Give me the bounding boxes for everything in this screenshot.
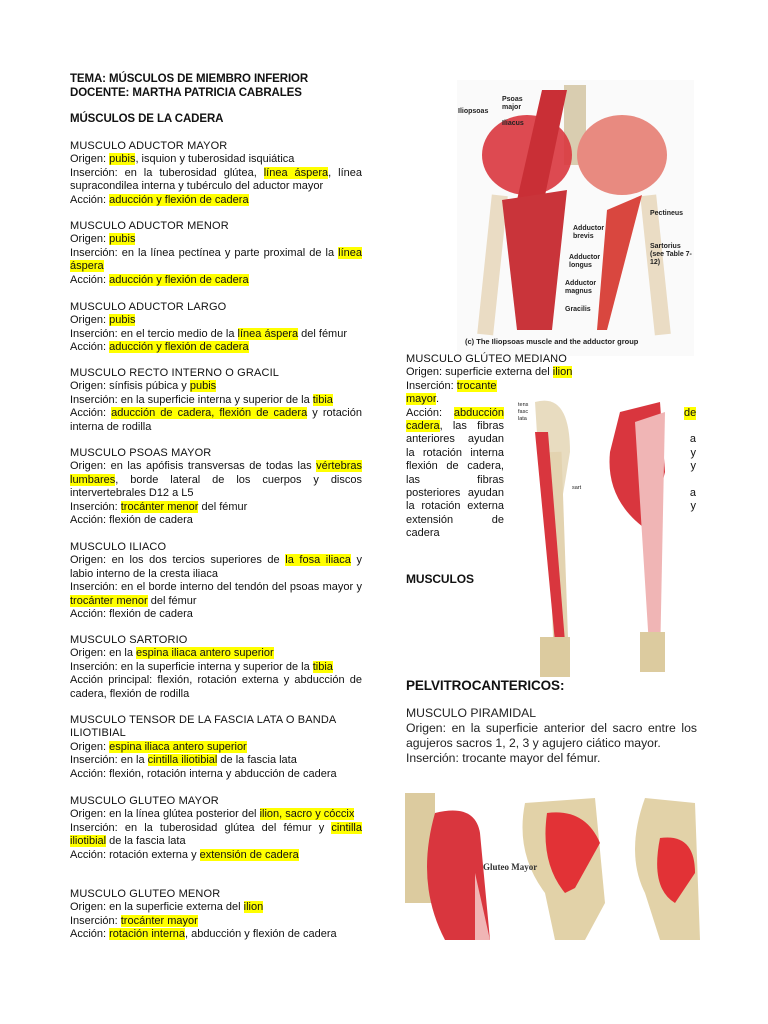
label-sartorius-small: sart xyxy=(572,485,582,491)
text-segment: Inserción: en la tuberosidad glútea del fémur y xyxy=(70,821,332,834)
highlighted-term: trocánter menor xyxy=(120,500,199,513)
muscle-title: MUSCULO ADUCTOR MENOR xyxy=(70,220,229,232)
text-segment: Inserción: en la superficie interna y superior de la xyxy=(70,393,313,406)
muscle-detail-line xyxy=(70,849,362,862)
insertion-text: Inserción: trocante mayor del fémur. xyxy=(406,751,601,765)
highlighted-term: la fosa iliaca xyxy=(285,554,351,567)
highlighted-term: rotación interna xyxy=(109,928,185,941)
muscle-detail-line xyxy=(70,661,362,674)
text-segment: Inserción: en la tuberosidad glútea, xyxy=(70,166,264,179)
text-line: flexión de cadera, xyxy=(406,460,504,473)
text-segment: Origen: en las apófisis transversas de todas las xyxy=(70,460,317,473)
highlighted-term: espina iliaca antero superior xyxy=(109,740,247,753)
text-segment: del fémur xyxy=(147,594,197,607)
highlighted-term: línea áspera xyxy=(70,246,362,273)
text-line-end: y xyxy=(690,446,696,459)
section-title: MÚSCULOS DE LA CADERA xyxy=(70,113,224,125)
text-segment: Acción: rotación externa y xyxy=(70,848,200,861)
muscle-block xyxy=(70,447,362,527)
text-segment: Inserción: en la xyxy=(70,754,148,767)
gluteo-mediano-block xyxy=(406,353,696,541)
text-segment: y labio interno de la cresta iliaca xyxy=(70,554,362,580)
label-tensor-fascia-lata: tens fasc lata xyxy=(518,402,529,422)
muscle-title: MUSCULO ILIACO xyxy=(70,541,167,553)
label-adductor-brevis: Adductor brevis xyxy=(573,225,605,240)
origin-text: Origen: superficie externa del xyxy=(406,366,553,379)
period: . xyxy=(435,393,440,406)
text-segment: Inserción: xyxy=(70,914,121,927)
muscle-detail-line xyxy=(70,167,362,194)
text-segment: Origen: xyxy=(70,233,110,246)
highlighted-term: tibia xyxy=(312,393,333,406)
figure-caption: (c) The Iliopsoas muscle and the adductor group xyxy=(465,337,639,346)
muscle-title: MUSCULO PSOAS MAYOR xyxy=(70,447,212,459)
text-segment: Acción: xyxy=(70,273,110,286)
text-segment: Inserción: en la superficie interna y superior de la xyxy=(70,660,313,673)
text-line: , las fibras xyxy=(439,420,504,433)
muscle-detail-line xyxy=(70,274,362,287)
highlighted-term: vértebras lumbares xyxy=(70,460,362,486)
muscle-block xyxy=(70,888,362,942)
label-psoas-major: Psoas major xyxy=(502,96,523,111)
text-line: cadera xyxy=(406,527,440,540)
label-pectineus: Pectineus xyxy=(650,210,684,217)
highlighted-term: tibia xyxy=(312,660,333,673)
text-segment: Acción: xyxy=(70,193,110,206)
muscle-detail-line xyxy=(70,314,362,327)
text-line: extensión de xyxy=(406,513,504,526)
muscle-detail-line xyxy=(70,460,362,500)
muscle-title: MUSCULO SARTORIO xyxy=(70,634,188,646)
text-line: la rotación externa xyxy=(406,500,504,513)
text-segment: Origen: en la línea glútea posterior del xyxy=(70,808,260,821)
text-line: posteriores ayudan xyxy=(406,487,504,500)
muscle-detail-line xyxy=(70,741,362,754)
muscle-detail-line xyxy=(70,407,362,434)
muscle-detail-line xyxy=(70,808,362,821)
highlighted-term: extensión de cadera xyxy=(199,848,299,861)
muscle-detail-line xyxy=(70,514,362,527)
text-segment: Acción: xyxy=(70,928,110,941)
text-segment: del fémur xyxy=(198,500,248,513)
musculos-heading: MUSCULOS xyxy=(406,572,474,586)
highlighted-term: trocánter mayor xyxy=(120,914,198,927)
muscle-detail-line xyxy=(70,915,362,928)
muscle-title: MUSCULO GLUTEO MENOR xyxy=(70,888,221,900)
highlighted-term: pubis xyxy=(109,153,136,166)
label-adductor-magnus: Adductor magnus xyxy=(565,280,597,295)
muscle-block xyxy=(70,140,362,207)
text-segment: Acción: flexión, rotación interna y abducción de cadera xyxy=(70,767,337,780)
highlight: de xyxy=(684,406,697,419)
muscle-detail-line xyxy=(70,901,362,914)
highlight: trocante xyxy=(456,379,497,392)
muscle-detail-line xyxy=(70,153,362,166)
highlighted-term: aducción de cadera, flexión de cadera xyxy=(111,407,308,420)
text-segment: Acción: flexión de cadera xyxy=(70,514,193,527)
highlighted-term: ilion xyxy=(243,901,264,914)
highlight: cadera xyxy=(406,420,440,433)
doc-topic: TEMA: MÚSCULOS DE MIEMBRO INFERIOR xyxy=(70,73,309,85)
muscle-detail-line xyxy=(70,233,362,246)
muscle-detail-line xyxy=(70,380,362,393)
iliopsoas-adductor-figure xyxy=(457,80,694,356)
muscle-title: MUSCULO GLUTEO MAYOR xyxy=(70,795,219,807)
muscle-block xyxy=(70,634,362,701)
muscle-detail-line xyxy=(70,581,362,608)
text-segment: , isquion y tuberosidad isquiática xyxy=(135,153,295,166)
text-segment: Origen: xyxy=(70,740,110,753)
highlighted-term: aducción y flexión de cadera xyxy=(109,273,249,286)
muscle-detail-line xyxy=(70,822,362,849)
label-gracilis: Gracilis xyxy=(565,306,591,313)
muscle-title: MUSCULO PIRAMIDAL xyxy=(406,706,537,720)
muscle-title: MUSCULO RECTO INTERNO O GRACIL xyxy=(70,367,280,379)
highlighted-term: aducción y flexión de cadera xyxy=(109,193,249,206)
muscle-block xyxy=(70,714,362,781)
muscle-detail-line xyxy=(70,647,362,660)
highlight: ilion xyxy=(552,366,573,379)
text-segment: de la fascia lata xyxy=(217,754,297,767)
muscle-detail-line xyxy=(70,501,362,514)
muscle-detail-line xyxy=(70,674,362,701)
pelvitrocantericos-heading: PELVITROCANTERICOS: xyxy=(406,678,565,693)
text-segment: , abducción y flexión de cadera xyxy=(184,928,337,941)
highlighted-term: espina iliaca antero superior xyxy=(136,647,274,660)
text-line: la rotación interna xyxy=(406,446,504,459)
piramidal-block xyxy=(406,706,697,766)
muscle-detail-line xyxy=(70,608,362,621)
text-segment: y rotación interna de rodilla xyxy=(70,407,362,433)
muscle-detail-line xyxy=(70,194,362,207)
text-segment: Inserción: en la línea pectínea y parte proximal de la xyxy=(70,246,339,259)
muscle-title: MUSCULO TENSOR DE LA FASCIA LATA O BANDA ILIOTIBIAL xyxy=(70,714,336,740)
highlighted-term: línea áspera xyxy=(263,166,329,179)
label-iliacus: Iliacus xyxy=(502,120,524,127)
gluteal-muscles-figure xyxy=(405,793,700,940)
muscle-detail-line xyxy=(70,394,362,407)
highlighted-term: línea áspera xyxy=(237,327,299,340)
muscle-block xyxy=(70,220,362,287)
highlighted-term: aducción y flexión de cadera xyxy=(109,341,249,354)
label-adductor-longus: Adductor longus xyxy=(569,254,601,269)
origin-text: Origen: en la superficie anterior del sacro entre los agujeros sacros 1, 2, 3 y agujero ciático mayor. xyxy=(406,721,697,750)
highlighted-term: cintilla iliotibial xyxy=(147,754,218,767)
muscle-block xyxy=(70,367,362,434)
muscle-title: MUSCULO GLÚTEO MEDIANO xyxy=(406,353,567,365)
highlight: mayor xyxy=(406,393,436,406)
highlighted-term: pubis xyxy=(109,233,136,246)
text-segment: de la fascia lata xyxy=(106,835,186,848)
text-segment: Acción: flexión de cadera xyxy=(70,608,193,621)
label-sartorius: Sartorius (see Table 7-12) xyxy=(650,243,692,266)
muscle-detail-line xyxy=(70,341,362,354)
text-line: anteriores ayudan xyxy=(406,433,504,446)
text-segment: Origen: sínfisis púbica y xyxy=(70,380,190,393)
text-line-end: y xyxy=(690,500,696,513)
action-label: Acción: xyxy=(406,406,454,419)
gluteal-illustration xyxy=(405,793,700,940)
text-segment: Inserción: en el borde interno del tendón del psoas mayor y xyxy=(70,581,362,594)
text-segment: , borde lateral de los cuerpos y discos intervertebrales D12 a L5 xyxy=(70,473,362,500)
text-segment: del fémur xyxy=(298,327,348,340)
highlighted-term: trocánter menor xyxy=(70,594,148,607)
highlighted-term: ilion, sacro y cóccix xyxy=(259,808,355,821)
muscle-detail-line xyxy=(70,754,362,767)
muscle-block xyxy=(70,541,362,621)
text-segment: Inserción: xyxy=(70,500,121,513)
text-line-end: a xyxy=(689,487,696,500)
muscle-block xyxy=(70,795,362,862)
doc-teacher: DOCENTE: MARTHA PATRICIA CABRALES xyxy=(70,87,302,99)
text-segment: Origen: en la superficie externa del xyxy=(70,901,244,914)
text-segment: , línea supracondilea interna y tubérculo del aductor mayor xyxy=(70,166,363,193)
muscle-detail-line xyxy=(70,928,362,941)
insertion-label: Inserción: xyxy=(406,379,457,392)
muscle-block xyxy=(70,301,362,355)
text-segment: Acción principal: flexión, rotación externa y abducción de cadera, flexión de rodilla xyxy=(70,674,362,700)
text-segment: Origen: en la xyxy=(70,647,137,660)
text-line-end: a xyxy=(689,433,696,446)
text-line-end: y xyxy=(690,460,696,473)
text-line: las fibras xyxy=(406,473,504,486)
pelvis-illustration xyxy=(457,80,694,356)
muscle-title: MUSCULO ADUCTOR LARGO xyxy=(70,301,227,313)
label-gluteo-mayor: Gluteo Mayor xyxy=(483,862,538,872)
highlight: abducción xyxy=(453,406,504,419)
text-segment: Acción: xyxy=(70,341,110,354)
text-segment: Acción: xyxy=(70,407,112,420)
muscle-detail-line xyxy=(70,768,362,781)
highlighted-term: pubis xyxy=(189,380,217,393)
text-segment: Origen: xyxy=(70,153,110,166)
highlighted-term: cintilla iliotibial xyxy=(70,821,362,848)
highlighted-term: pubis xyxy=(109,314,136,327)
muscle-detail-line xyxy=(70,554,362,581)
label-iliopsoas: Iliopsoas xyxy=(458,108,489,115)
muscle-detail-line xyxy=(70,247,362,274)
muscle-title: MUSCULO ADUCTOR MAYOR xyxy=(70,140,228,152)
text-segment: Inserción: en el tercio medio de la xyxy=(70,327,238,340)
text-segment: Origen: en los dos tercios superiores de xyxy=(70,554,286,567)
muscle-detail-line xyxy=(70,328,362,341)
text-segment: Origen: xyxy=(70,314,110,327)
